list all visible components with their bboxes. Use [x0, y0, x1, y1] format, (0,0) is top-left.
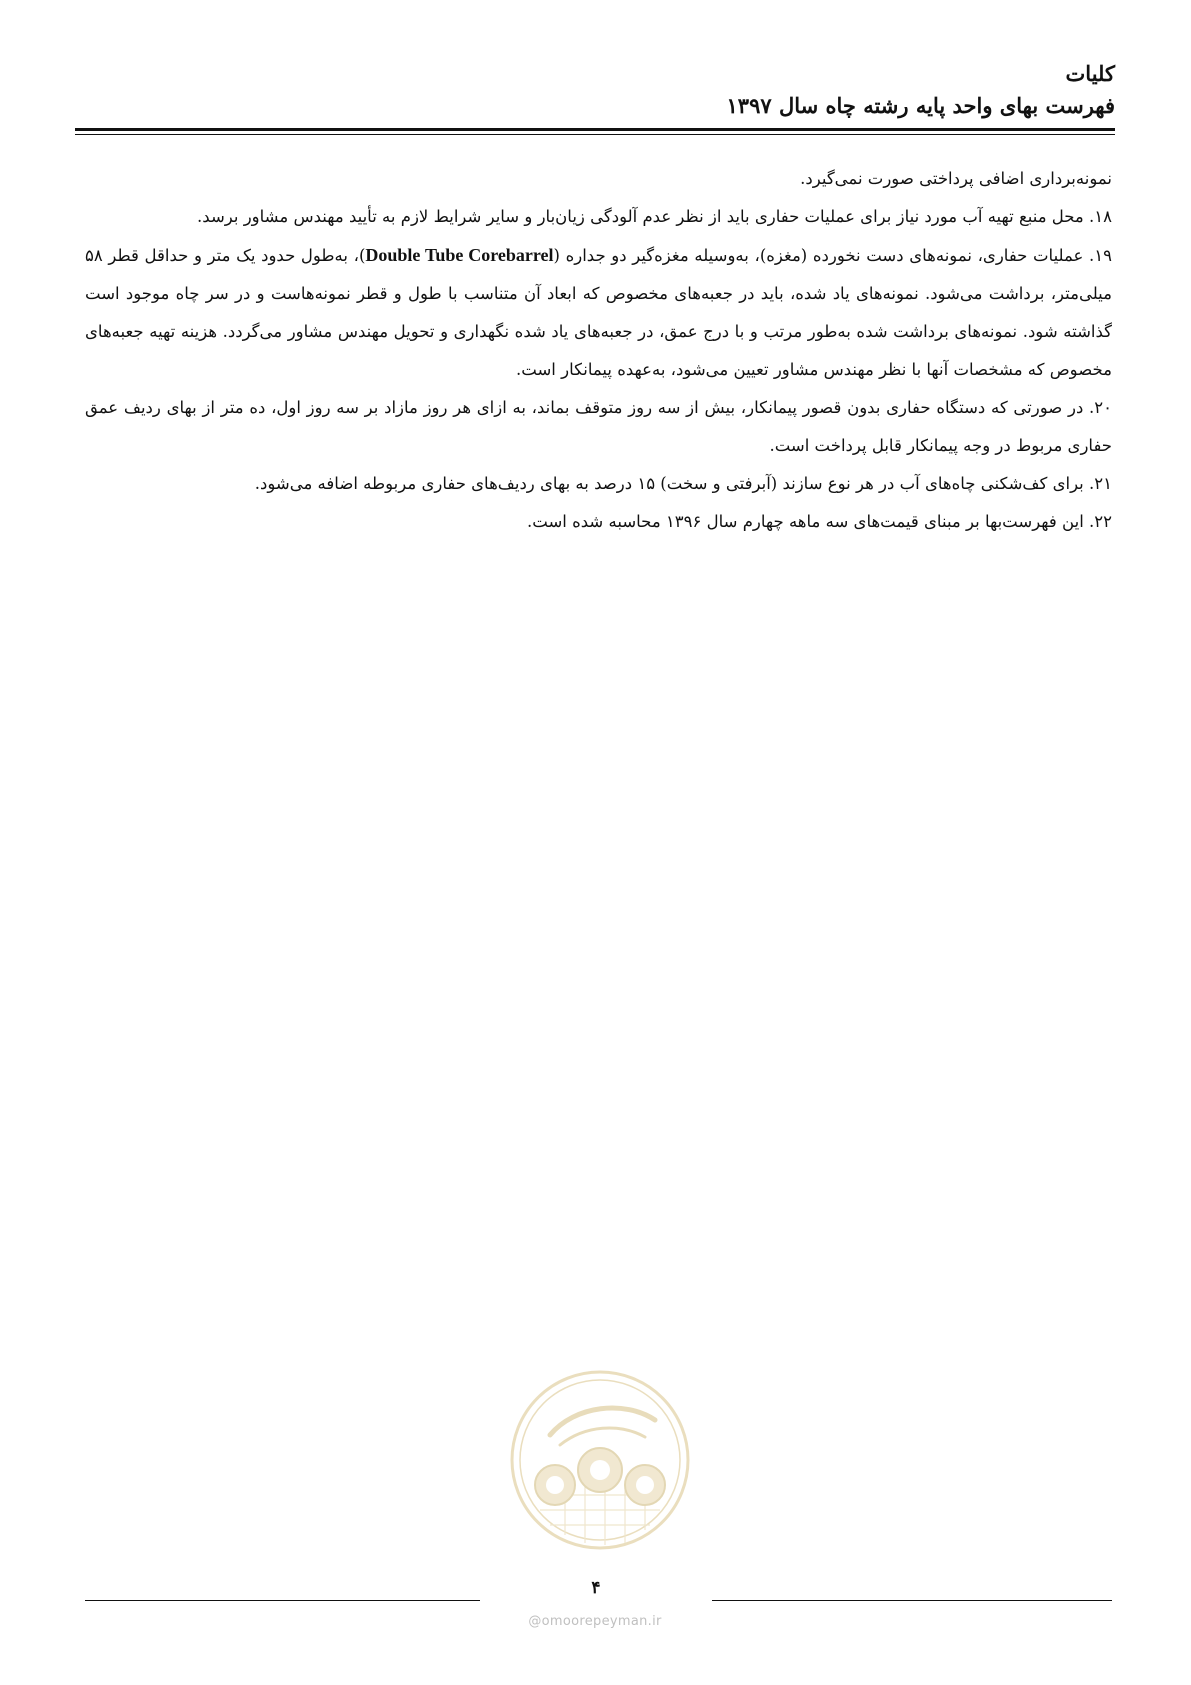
paragraph-20: ۲۰. در صورتی که دستگاه حفاری بدون قصور پیمانکار، بیش از سه روز متوقف بماند، به ازای هر روز مازاد بر سه روز اول، ده متر از بهای ردیف عمق حفاری مربوط در وجه پیمانکار قابل پرداخت است.	[85, 398, 1112, 455]
body-text	[85, 160, 1112, 541]
page-header	[75, 58, 1115, 122]
header-rule-thin	[75, 134, 1115, 135]
watermark-url: @omoorepeyman.ir	[528, 1614, 662, 1629]
paragraph-18: ۱۸. محل منبع تهیه آب مورد نیاز برای عملیات حفاری باید از نظر عدم آلودگی زیان‌بار و سایر شرایط لازم به تأیید مهندس مشاور برسد.	[197, 207, 1112, 226]
header-rule-thick	[75, 128, 1115, 131]
footer-rule-left	[85, 1600, 480, 1601]
document-title: فهرست بهای واحد پایه رشته چاه سال ۱۳۹۷	[726, 93, 1115, 118]
section-title: کلیات	[1065, 61, 1115, 86]
footer-rule-right	[712, 1600, 1112, 1601]
paragraph-21: ۲۱. برای کف‌شکنی چاه‌های آب در هر نوع سازند (آبرفتی و سخت) ۱۵ درصد به بهای ردیف‌های حفاری مربوطه اضافه می‌شود.	[254, 474, 1112, 493]
watermark-logo-icon	[505, 1365, 695, 1555]
paragraph-19	[85, 236, 1112, 389]
paragraph-19-part-2: )، به‌طول حدود یک متر و حداقل قطر ۵۸ میلی‌متر، برداشت می‌شود. نمونه‌های یاد شده، باید در جعبه‌های مخصوص که ابعاد آن متناسب با طول و قطر نمونه‌هاست و در سر چاه موجود است گذاشته شود. نمونه‌های برداشت شده به‌طور مرتب و با درج عمق، در جعبه‌های یاد شده نگهداری و تحویل مهندس مشاور می‌گردد. هزینه تهیه جعبه‌های مخصوص که مشخصات آنها با نظر مهندس مشاور تعیین می‌شود، به‌عهده پیمانکار است.	[85, 246, 1112, 379]
page-number: ۴	[591, 1578, 601, 1598]
paragraph-19-part-1: ۱۹. عملیات حفاری، نمونه‌های دست نخورده (مغزه)، به‌وسیله مغزه‌گیر دو جداره (	[553, 246, 1112, 265]
paragraph-continuation: نمونه‌برداری اضافی پرداختی صورت نمی‌گیرد.	[800, 169, 1112, 188]
paragraph-22: ۲۲. این فهرست‌بها بر مبنای قیمت‌های سه ماهه چهارم سال ۱۳۹۶ محاسبه شده است.	[527, 512, 1112, 531]
paragraph-19-latin-term: Double Tube Corebarrel	[365, 245, 554, 265]
